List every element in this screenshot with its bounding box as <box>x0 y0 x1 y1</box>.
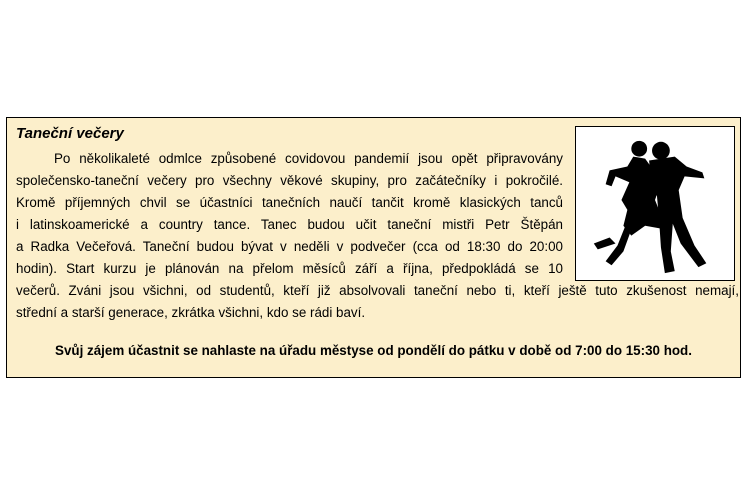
notice-title: Taneční večery <box>16 125 124 142</box>
notice-line: večerů. Zváni jsou všichni, od studentů, kteří již absolvovali taneční nebo ti, kteří ještě tuto zkušenost nemají, <box>16 283 739 298</box>
dance-evenings-notice <box>6 117 741 378</box>
notice-line: Kromě příjemných chvil se účastníci tanečních naučí tančit kromě klasických tanců <box>16 195 563 210</box>
notice-line: Po několikaleté odmlce způsobené covidovou pandemií jsou opět připravovány <box>54 151 563 166</box>
notice-line: a Radka Večeřová. Taneční budou bývat v neděli v podvečer (cca od 18:30 do 20:00 <box>16 239 563 254</box>
notice-line: i latinskoamerické a country tance. Tanec budou učit taneční mistři Petr Štěpán <box>16 217 563 232</box>
notice-line: společensko-taneční večery pro všechny věkové skupiny, pro začátečníky i pokročilé. <box>16 173 563 188</box>
notice-line: střední a starší generace, zkrátka všichni, kdo se rádi baví. <box>16 305 366 320</box>
notice-line: hodin). Start kurzu je plánován na přelom měsíců září a října, předpokládá se 10 <box>16 261 563 276</box>
dancing-couple-image <box>575 126 735 281</box>
dancing-couple-silhouette <box>576 127 734 280</box>
registration-call-to-action: Svůj zájem účastnit se nahlaste na úřadu městyse od pondělí do pátku v době od 7:00 do 15:30 hod. <box>55 343 692 358</box>
